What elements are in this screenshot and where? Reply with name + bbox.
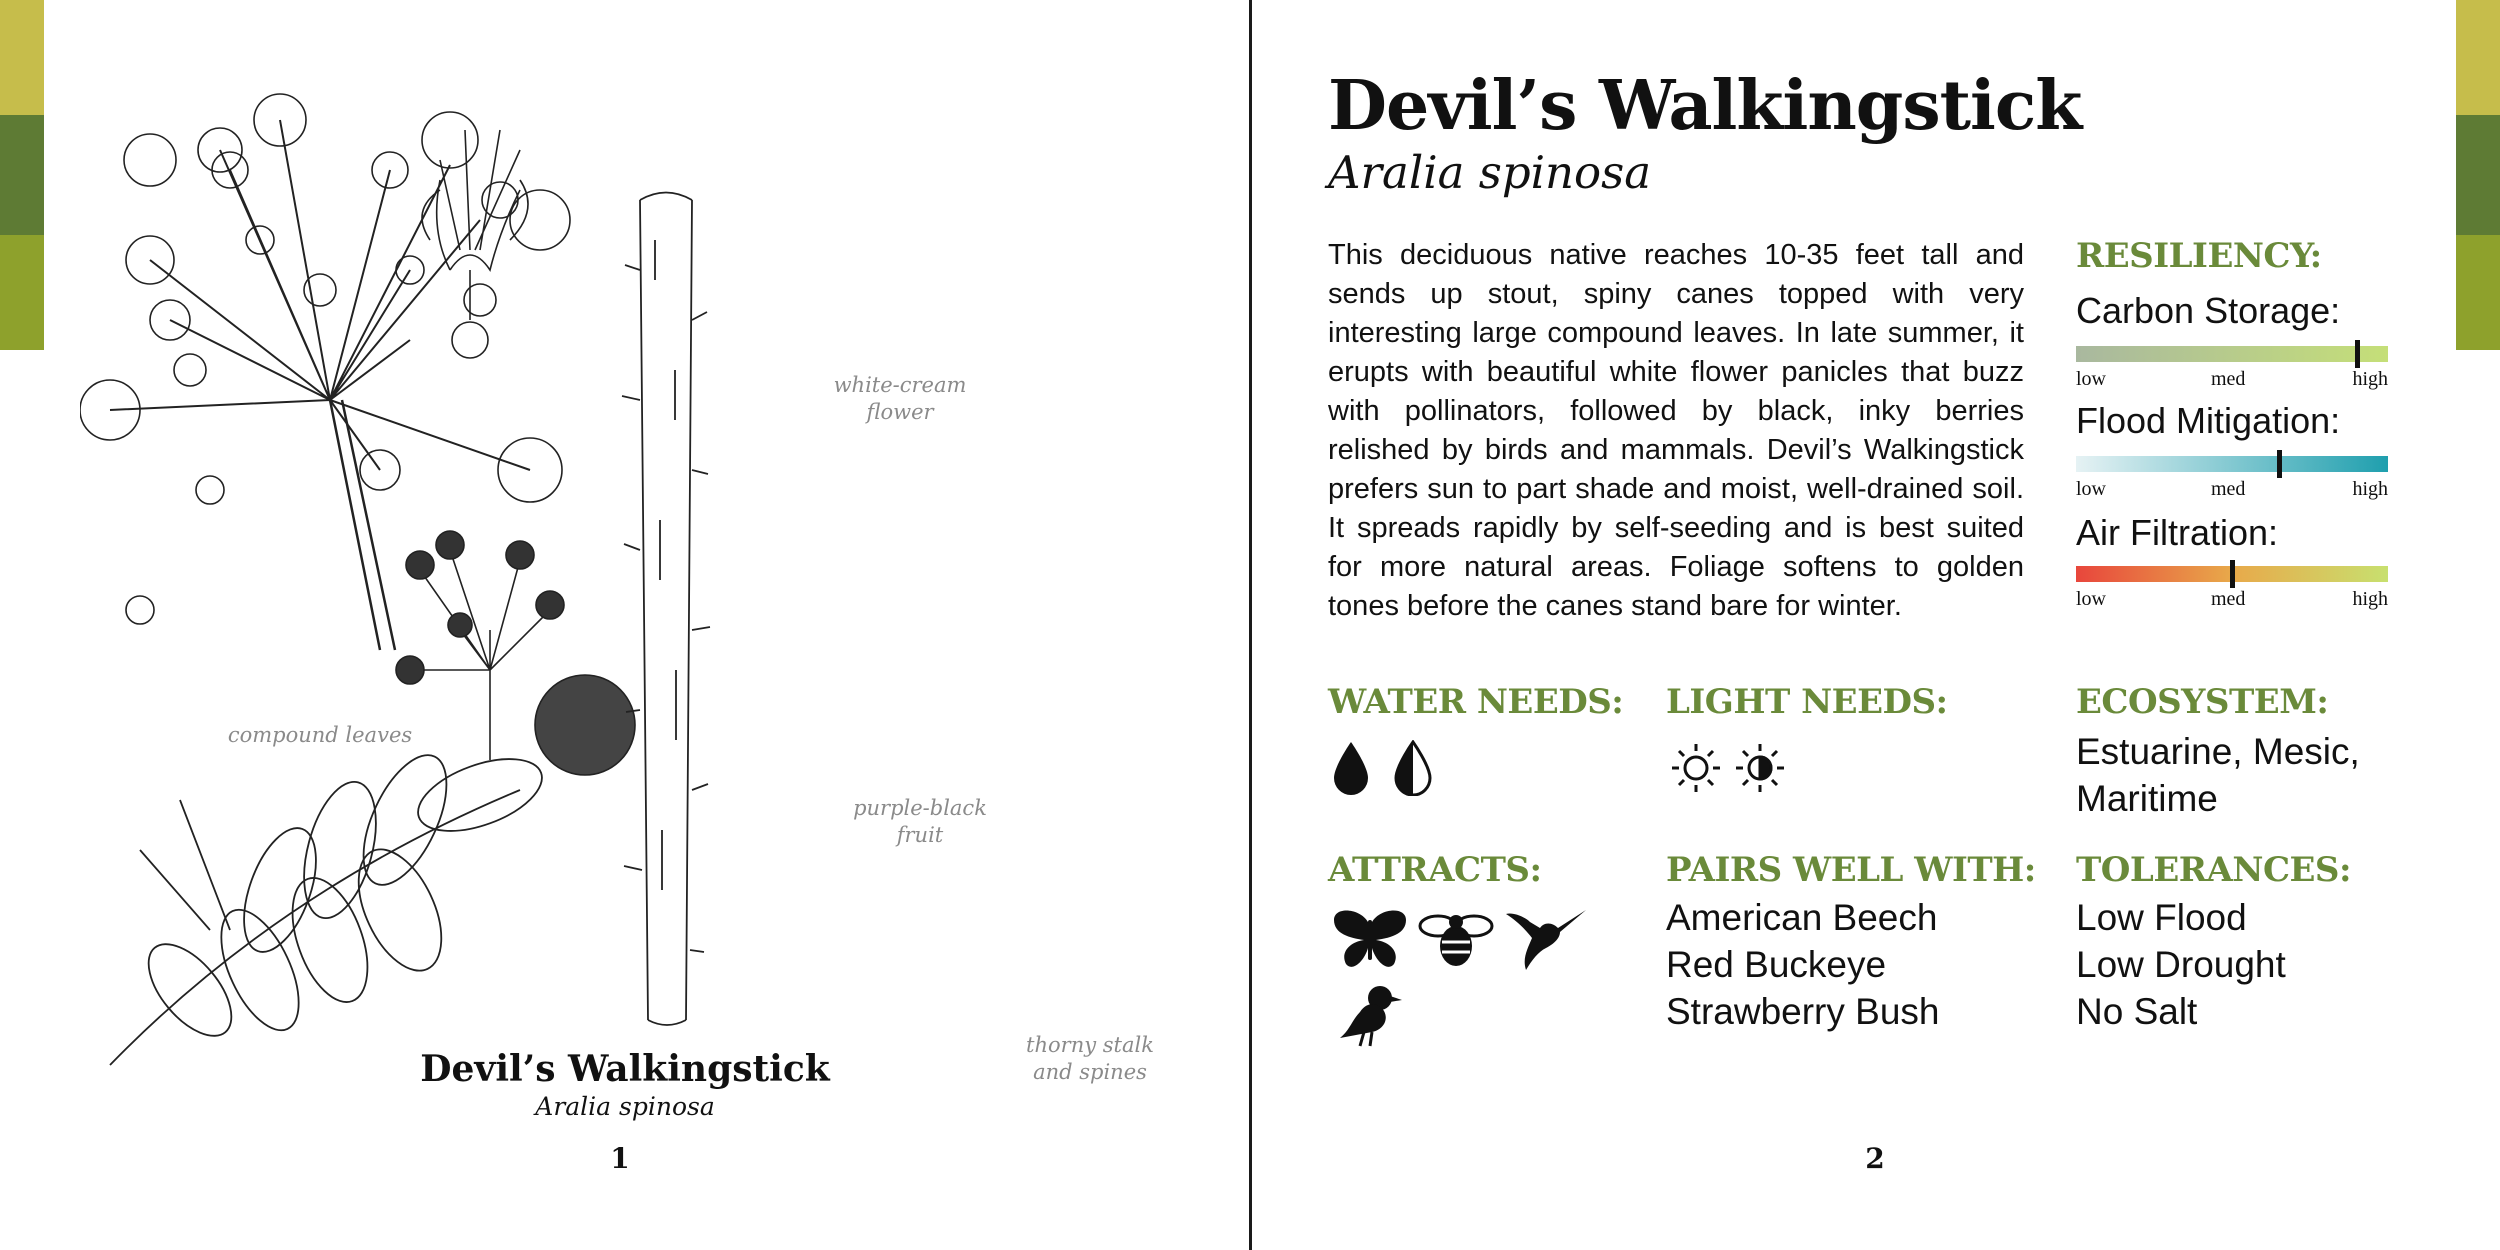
scientific-name: Aralia spinosa [1328, 146, 1652, 199]
ecosystem-line: Estuarine, Mesic, [2076, 731, 2360, 772]
companion-plant: Red Buckeye [1666, 944, 1887, 985]
scale-low: low [2076, 478, 2106, 500]
butterfly-icon [1330, 908, 1410, 972]
pairs-well-with-heading: PAIRS WELL WITH: [1666, 850, 2036, 890]
ecosystem-text [2076, 728, 2360, 822]
part-shade-icon [1734, 742, 1786, 794]
water-drop-half-icon [1392, 740, 1434, 796]
air-filtration-label: Air Filtration: [2076, 512, 2279, 553]
left-page-title: Devil’s Walkingstick [420, 1048, 830, 1090]
flood-mitigation-marker [2277, 450, 2282, 478]
bee-icon [1418, 910, 1494, 970]
plant-description: This deciduous native reaches 10-35 feet tall and sends up stout, spiny canes topped with very interesting large compound leaves. In late summer, it erupts with beautiful white flower panicles that buzz with pollinators, followed by black, inky berries relished by birds and mammals. Devil’s Walkingstick prefers sun to part shade and moist, well-drained soil. It spreads rapidly by self-seeding and is best suited for more natural areas. Foliage softens to golden tones before the canes stand bare for winter. [1328, 239, 2024, 622]
tolerances-heading: TOLERANCES: [2076, 850, 2352, 890]
air-filtration-meter [2076, 566, 2388, 582]
attracts-heading: ATTRACTS: [1328, 850, 1542, 890]
carbon-storage-marker [2355, 340, 2360, 368]
berry-cluster-drawing [396, 531, 635, 775]
ecosystem-heading: ECOSYSTEM: [2076, 682, 2329, 722]
left-page-scientific-name: Aralia spinosa [535, 1092, 715, 1121]
botanical-illustration [80, 70, 1200, 1080]
page-number-left: 1 [610, 1142, 630, 1175]
pairs-well-with-list [1666, 894, 1940, 1035]
hummingbird-icon [1502, 908, 1586, 972]
caption-leaves: compound leaves [227, 723, 413, 747]
caption-flower: white-cream flower [833, 373, 967, 424]
tolerance-item: No Salt [2076, 991, 2198, 1032]
scale-med: med [2211, 368, 2246, 390]
flood-mitigation-label: Flood Mitigation: [2076, 400, 2341, 441]
caption-stalk: thorny stalk and spines [1026, 1033, 1154, 1084]
caption-fruit: purple-black fruit [853, 796, 987, 847]
ecosystem-line: Maritime [2076, 778, 2218, 819]
thorny-stalk-drawing [622, 193, 710, 1026]
light-needs-heading: LIGHT NEEDS: [1666, 682, 1948, 722]
companion-plant: Strawberry Bush [1666, 991, 1940, 1032]
full-sun-icon [1670, 742, 1722, 794]
flower-cluster-drawing [80, 94, 570, 650]
scale-high: high [2352, 478, 2388, 500]
color-tab-right [2456, 0, 2500, 350]
scale-med: med [2211, 478, 2246, 500]
resiliency-heading: RESILIENCY: [2076, 236, 2322, 276]
book-spine [1249, 0, 1252, 1250]
plant-title: Devil’s Walkingstick [1328, 66, 2082, 146]
color-tab-left [0, 0, 44, 350]
compound-leaf-drawing [110, 743, 551, 1065]
carbon-storage-label: Carbon Storage: [2076, 290, 2341, 331]
scale-med: med [2211, 588, 2246, 610]
flood-mitigation-meter [2076, 456, 2388, 472]
carbon-storage-meter [2076, 346, 2388, 362]
scale-high: high [2352, 368, 2388, 390]
water-drop-full-icon [1330, 740, 1372, 796]
scale-low: low [2076, 588, 2106, 610]
tolerances-list [2076, 894, 2286, 1035]
bird-icon [1334, 982, 1404, 1048]
tolerance-item: Low Flood [2076, 897, 2247, 938]
tolerance-item: Low Drought [2076, 944, 2286, 985]
water-needs-heading: WATER NEEDS: [1328, 682, 1624, 722]
companion-plant: American Beech [1666, 897, 1938, 938]
scale-high: high [2352, 588, 2388, 610]
air-filtration-marker [2230, 560, 2235, 588]
scale-low: low [2076, 368, 2106, 390]
page-number-right: 2 [1865, 1142, 1885, 1175]
